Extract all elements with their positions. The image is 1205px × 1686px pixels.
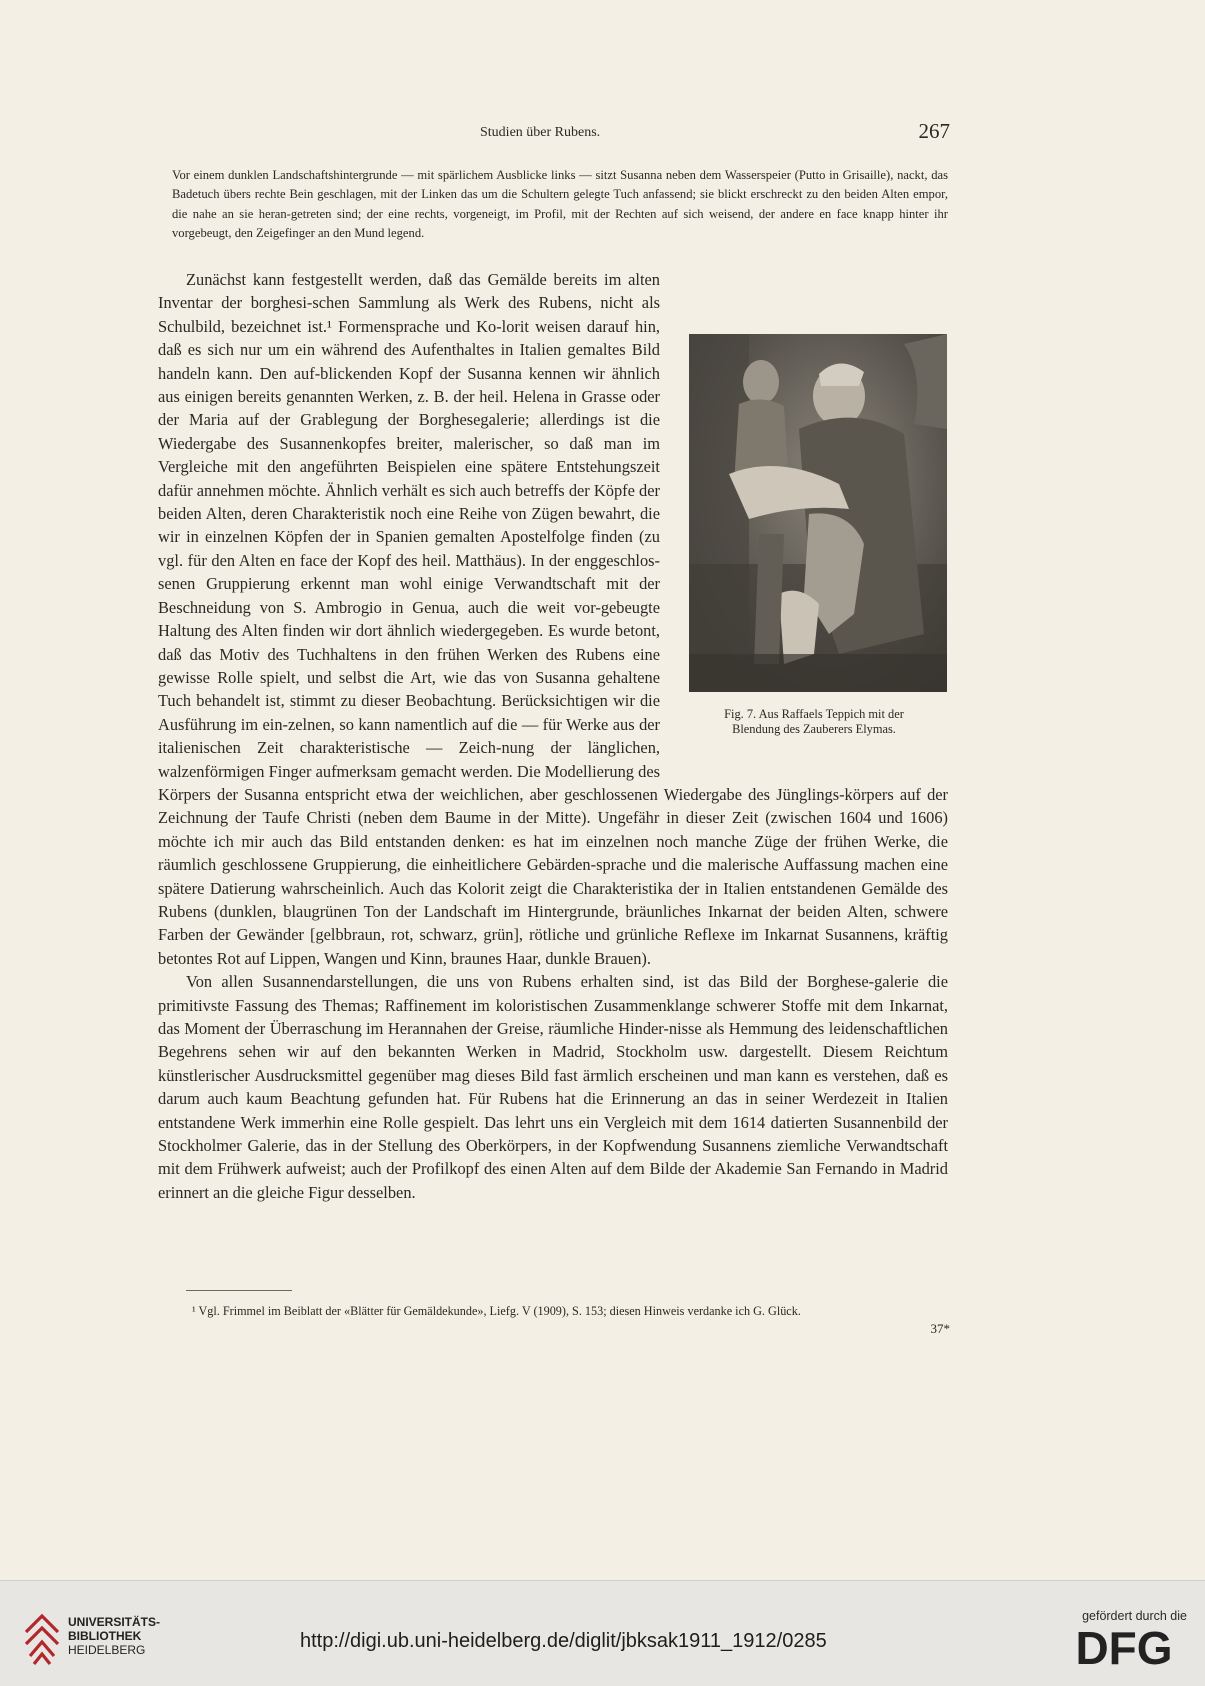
funding-label: gefördert durch die	[1082, 1609, 1187, 1623]
footnote: ¹ Vgl. Frimmel im Beiblatt der «Blätter für Gemäldekunde», Liefg. V (1909), S. 153; diesen Hinweis verdanke ich G. Glück.	[192, 1304, 801, 1318]
caption-line-1: Fig. 7. Aus Raffaels Teppich mit der	[724, 707, 904, 721]
intro-paragraph: Vor einem dunklen Landschaftshintergrunde — mit spärlichem Ausblicke links — sitzt Susanna neben dem Wasserspeier (Putto in Grisaille), nackt, das Badetuch übers rechte Bein geschlagen, mit der Linken das um die Schultern gelegte Tuch anfassend; sie blickt erschreckt zu den beiden Alten empor, die nahe an sie heran-getreten sind; der eine rechts, vorgeneigt, im Profil, mit der Rechten auf sich weisend, der andere en face knapp hinter ihr vorgebeugt, den Zeigefinger an den Mund legend.	[172, 168, 948, 240]
caption-line-2: Blendung des Zauberers Elymas.	[732, 722, 896, 736]
source-url-link[interactable]: http://digi.ub.uni-heidelberg.de/diglit/jbksak1911_1912/0285	[300, 1630, 827, 1652]
page-number: 267	[918, 119, 950, 143]
signature-mark: 37*	[930, 1321, 950, 1336]
library-line-2: BIBLIOTHEK	[68, 1629, 142, 1643]
dfg-logo[interactable]	[1063, 1626, 1185, 1668]
paragraph-2: Von allen Susannendarstellungen, die uns von Rubens erhalten sind, ist das Bild der Borghese-galerie die primitivste Fassung des Themas; Raffinement im koloristischen Zusammenklange schwerer Stoffe mit dem Inkarnat, das Moment der Überraschung im Herannahen der Greise, räumliche Hinder-nisse als Hemmung des leidenschaftlichen Begehrens sehen wir auf den bekannten Werken in Madrid, Stockholm usw. dargestellt. Diesem Reichtum künstlerischer Ausdrucksmittel gegenüber mag dieses Bild fast ärmlich erscheinen und man kann es verstehen, daß es darum auch kaum Beachtung gefunden hat. Für Rubens hat die Erinnerung an das in seiner Werdezeit in Italien entstandene Werk immerhin eine Rolle gespielt. Das lehrt uns ein Vergleich mit dem 1614 datierten Susannenbild der Stockholmer Galerie, das in der Stellung des Oberkörpers, in der Kopfwendung Susannens ziemliche Verwandtschaft mit dem Frühwerk aufweist; auch der Profilkopf des einen Alten auf dem Bilde der Akademie San Fernando in Madrid erinnert an die gleiche Figur desselben.	[158, 972, 948, 1202]
figure-image	[689, 334, 947, 692]
library-line-3: HEIDELBERG	[68, 1643, 146, 1657]
dfg-logo-text: DFG	[1075, 1626, 1173, 1668]
figure	[680, 334, 948, 768]
library-logo-icon[interactable]	[22, 1612, 62, 1666]
footer-bar	[0, 1580, 1205, 1686]
footnote-rule	[186, 1290, 292, 1291]
library-name[interactable]	[68, 1615, 208, 1657]
figure-caption	[680, 707, 948, 737]
painting-illustration	[689, 334, 947, 692]
body-text	[158, 268, 948, 1204]
paragraph-1: Zunächst kann festgestellt werden, daß das Gemälde bereits im alten Inventar der borghesi-schen Sammlung als Werk des Rubens, nicht als Schulbild, bezeichnet ist.¹ Formensprache und Ko-lorit weisen darauf hin, daß es sich nur um ein während des Aufenthaltes in Italien gemaltes Bild handeln kann. Den auf-blickenden Kopf der Susanna kennen wir ähnlich aus einigen bereits genannten Werken, z. B. der heil. Helena in Grasse oder der Maria auf der Grablegung der Borghesegalerie; allerdings ist die Wiedergabe des Susannenkopfes breiter, malerischer, so daß man im Vergleiche mit den angeführten Beispielen eine spätere Entstehungszeit dafür annehmen möchte. Ähnlich verhält es sich auch betreffs der Köpfe der beiden Alten, deren Charakteristik noch eine Reihe von Zügen bewahrt, die wir in einzelnen Köpfen der in Spanien gemalten Apostelfolge finden (zu vgl. für den Alten en face der Kopf des heil. Matthäus). In der enggeschlos-senen Gruppierung erkennt man wohl einige Verwandtschaft mit der Beschneidung von S. Ambrogio in Genua, auch die weit vor-gebeugte Haltung des Alten finden wir dort ähnlich wiedergegeben. Es wurde betont, daß das Motiv des Tuchhaltens in den frühen Werken des Rubens eine gewisse Rolle spielt, und selbst die Art, wie das von Susanna gehaltene Tuch behandelt ist, stimmt zu dieser Beobachtung. Berücksichtigen wir die Ausführung im ein-zelnen, so kann namentlich auf die — für Werke aus der italienischen Zeit charakteristische — Zeich-nung der länglichen, walzenförmigen Finger aufmerksam gemacht werden. Die Modellierung des Körpers der Susanna entspricht etwa der weichlichen, aber geschlossenen Wiedergabe des Jünglings-körpers auf der Zeichnung der Taufe Christi (neben dem Baume in der Mitte). Ungefähr in dieser Zeit (zwischen 1604 und 1606) möchte ich mir auch das Bild entstanden denken: es hat im einzelnen noch manche Züge der frühen Werke, die räumlich geschlossene Gruppierung, die einheitlichere Gebärden-sprache und die malerische Auffassung machen eine spätere Datierung wahrscheinlich. Auch das Kolorit zeigt die Charakteristika der in Italien entstandenen Gemälde des Rubens (dunklen, blaugrünen Ton der Landschaft im Hintergrunde, bräunliches Inkarnat der beiden Alten, schwere Farben der Gewänder [gelbbraun, rot, schwarz, grün], rötliche und grünliche Reflexe im Inkarnat Susannens, kräftig betontes Rot auf Lippen, Wangen und Kinn, braunes Haar, dunkle Brauen).	[158, 270, 948, 968]
library-line-1: UNIVERSITÄTS-	[68, 1615, 161, 1629]
running-title: Studien über Rubens.	[480, 125, 601, 140]
